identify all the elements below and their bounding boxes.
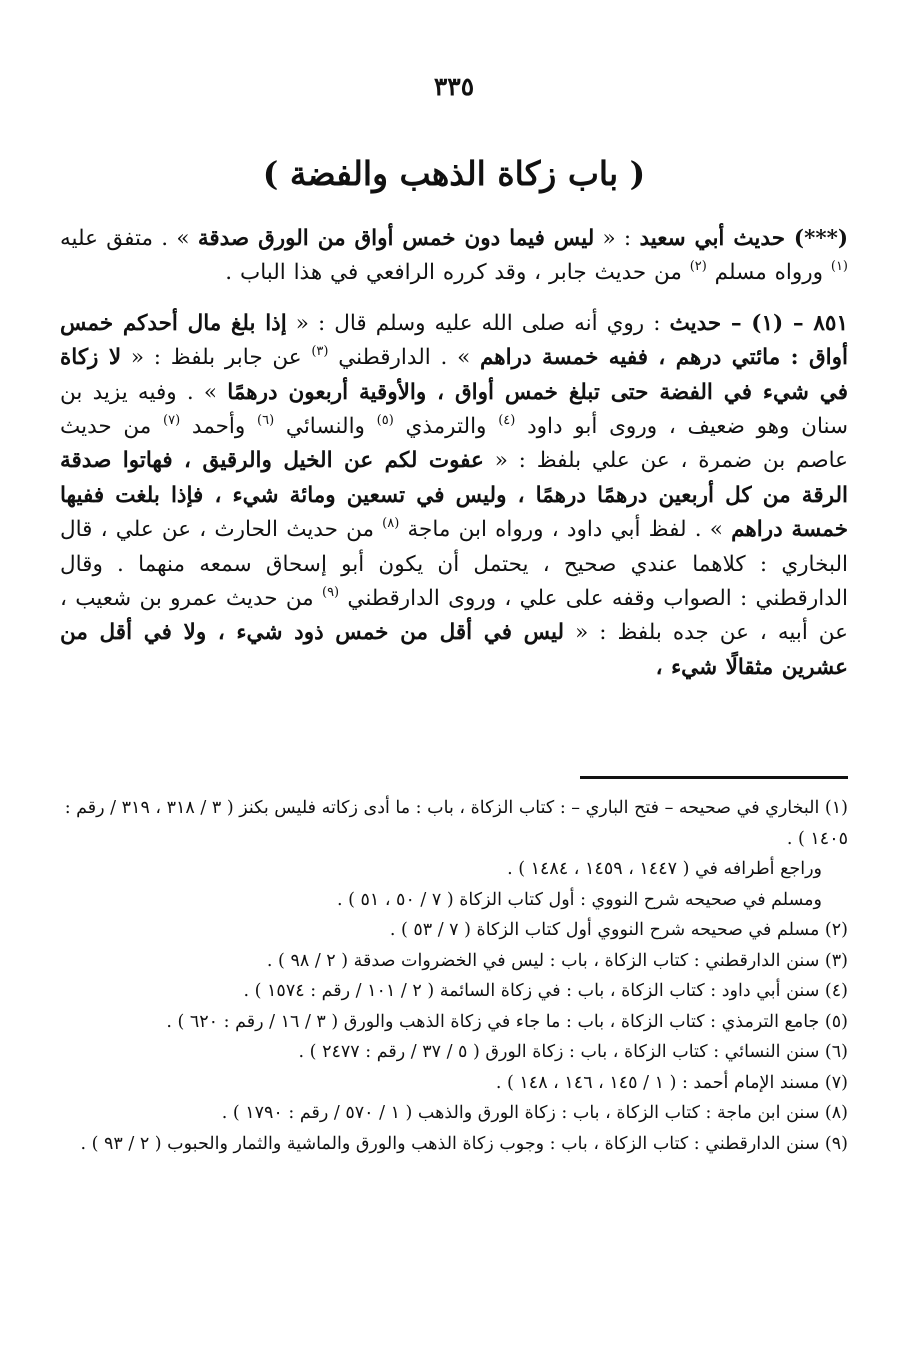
footnote-ref-3[interactable]: (٣) — [311, 344, 329, 360]
footnote-ref-5[interactable]: (٥) — [376, 413, 394, 429]
text-run: ورواه مسلم — [706, 260, 831, 286]
text-run: : روي أنه صلى الله عليه وسلم قال : « — [286, 310, 670, 336]
hadith-quote: ليس في أقل من خمس ذود شيء ، ولا في أقل من عشرين مثقالًا شيء ، — [60, 620, 848, 680]
text-run: » . متفق عليه — [60, 226, 198, 251]
text-run: من حديث عاصم بن ضمرة ، عن علي بلفظ : « — [60, 414, 849, 474]
footnote-8: (٨) سنن ابن ماجة : كتاب الزكاة ، باب : زكاة الورق والذهب ( ١ / ٥٧٠ / رقم : ١٧٩٠ ) . — [221, 1103, 848, 1123]
footnote-5: (٥) جامع الترمذي : كتاب الزكاة ، باب : ما جاء في زكاة الذهب والورق ( ٣ / ١٦ / رقم : ٦٢٠ ) . — [166, 1011, 848, 1032]
hadith-quote: عفوت لكم عن الخيل والرقيق ، فهاتوا صدقة الرقة من كل أربعين درهمًا درهمًا ، وليس في تسعين ومائة شيء ، فإذا بلغت ففيها خمسة دراهم — [60, 448, 848, 543]
paragraph-hadith-851 — [60, 307, 848, 685]
footnote-separator — [580, 776, 848, 779]
book-page — [60, 0, 848, 1358]
footnote-9: (٩) سنن الدارقطني : كتاب الزكاة ، باب : وجوب زكاة الذهب والورق والماشية والثمار والحبوب ( ٢ / ٩٣ ) . — [80, 1133, 848, 1154]
text-run: عن جابر بلفظ : « — [121, 345, 312, 371]
page-number: ٣٣٥ — [433, 72, 475, 101]
footnote-7: (٧) مسند الإمام أحمد : ( ١ / ١٤٥ ، ١٤٦ ، ١٤٨ ) . — [495, 1072, 848, 1093]
hadith-lead: ٨٥١ – (١) – حديث — [669, 310, 848, 336]
footnote-1-continuation: وراجع أطرافه في ( ١٤٤٧ ، ١٤٥٩ ، ١٤٨٤ ) . — [507, 859, 822, 879]
text-run: وأحمد — [180, 414, 258, 440]
paragraph-abu-saeed — [60, 222, 848, 291]
footnote-ref-2[interactable]: (٢) — [689, 259, 707, 275]
text-run: : « — [594, 226, 640, 251]
footnote-ref-9[interactable]: (٩) — [321, 585, 340, 601]
footnote-ref-8[interactable]: (٨) — [382, 516, 400, 532]
footnote-ref-4[interactable]: (٤) — [498, 413, 516, 429]
footnote-6: (٦) سنن النسائي : كتاب الزكاة ، باب : زكاة الورق ( ٥ / ٣٧ / رقم : ٢٤٧٧ ) . — [298, 1042, 848, 1062]
footnotes — [60, 793, 848, 1159]
hadith-lead: (***) حديث أبي سعيد — [639, 226, 848, 251]
text-run: من حديث جابر ، وقد كرره الرافعي في هذا الباب . — [225, 260, 690, 286]
text-run: والنسائي — [274, 414, 377, 440]
text-run: والترمذي — [393, 414, 499, 440]
chapter-title: ( باب زكاة الذهب والفضة ) — [262, 154, 646, 193]
hadith-quote: إذا بلغ مال أحدكم خمس أواق : مائتي درهم ، ففيه خمسة دراهم — [60, 310, 848, 371]
footnote-4: (٤) سنن أبي داود : كتاب الزكاة ، باب : في زكاة السائمة ( ٢ / ١٠١ / رقم : ١٥٧٤ ) . — [243, 981, 848, 1001]
footnote-ref-1[interactable]: (١) — [830, 259, 848, 275]
text-run: من حديث عمرو بن شعيب ، عن أبيه ، عن جده بلفظ : « — [60, 586, 848, 646]
footnote-1-continuation: ومسلم في صحيحه شرح النووي : أول كتاب الزكاة ( ٧ / ٥٠ ، ٥١ ) . — [336, 889, 822, 910]
footnote-ref-6[interactable]: (٦) — [257, 413, 275, 429]
text-run: » . الدارقطني — [328, 345, 480, 371]
hadith-quote: لا زكاة في شيء في الفضة حتى تبلغ خمس أواق ، والأوقية أربعون درهمًا — [60, 345, 848, 405]
footnote-ref-7[interactable]: (٧) — [163, 413, 181, 429]
main-text — [60, 222, 848, 685]
hadith-quote: ليس فيما دون خمس أواق من الورق صدقة — [197, 226, 595, 251]
text-run: من حديث الحارث ، عن علي ، قال البخاري : كلاهما عندي صحيح ، يحتمل أن يكون أبو إسحاق سمعه منهما . وقال الدارقطني : الصواب وقفه على علي ، وروى الدارقطني — [60, 517, 848, 612]
footnote-3: (٣) سنن الدارقطني : كتاب الزكاة ، باب : ليس في الخضروات صدقة ( ٢ / ٩٨ ) . — [266, 950, 848, 971]
text-run: » . وفيه يزيد بن سنان وهو ضعيف ، وروى أبو داود — [60, 379, 849, 440]
footnote-2: (٢) مسلم في صحيحه شرح النووي أول كتاب الزكاة ( ٧ / ٥٣ ) . — [389, 920, 848, 940]
text-run: » . لفظ أبي داود ، ورواه ابن ماجة — [399, 517, 732, 543]
footnote-1: (١) البخاري في صحيحه – فتح الباري – : كتاب الزكاة ، باب : ما أدى زكاته فليس بكنز ( ٣ / ٣١٨ ، ٣١٩ / رقم : ١٤٠٥ ) . — [64, 798, 848, 849]
